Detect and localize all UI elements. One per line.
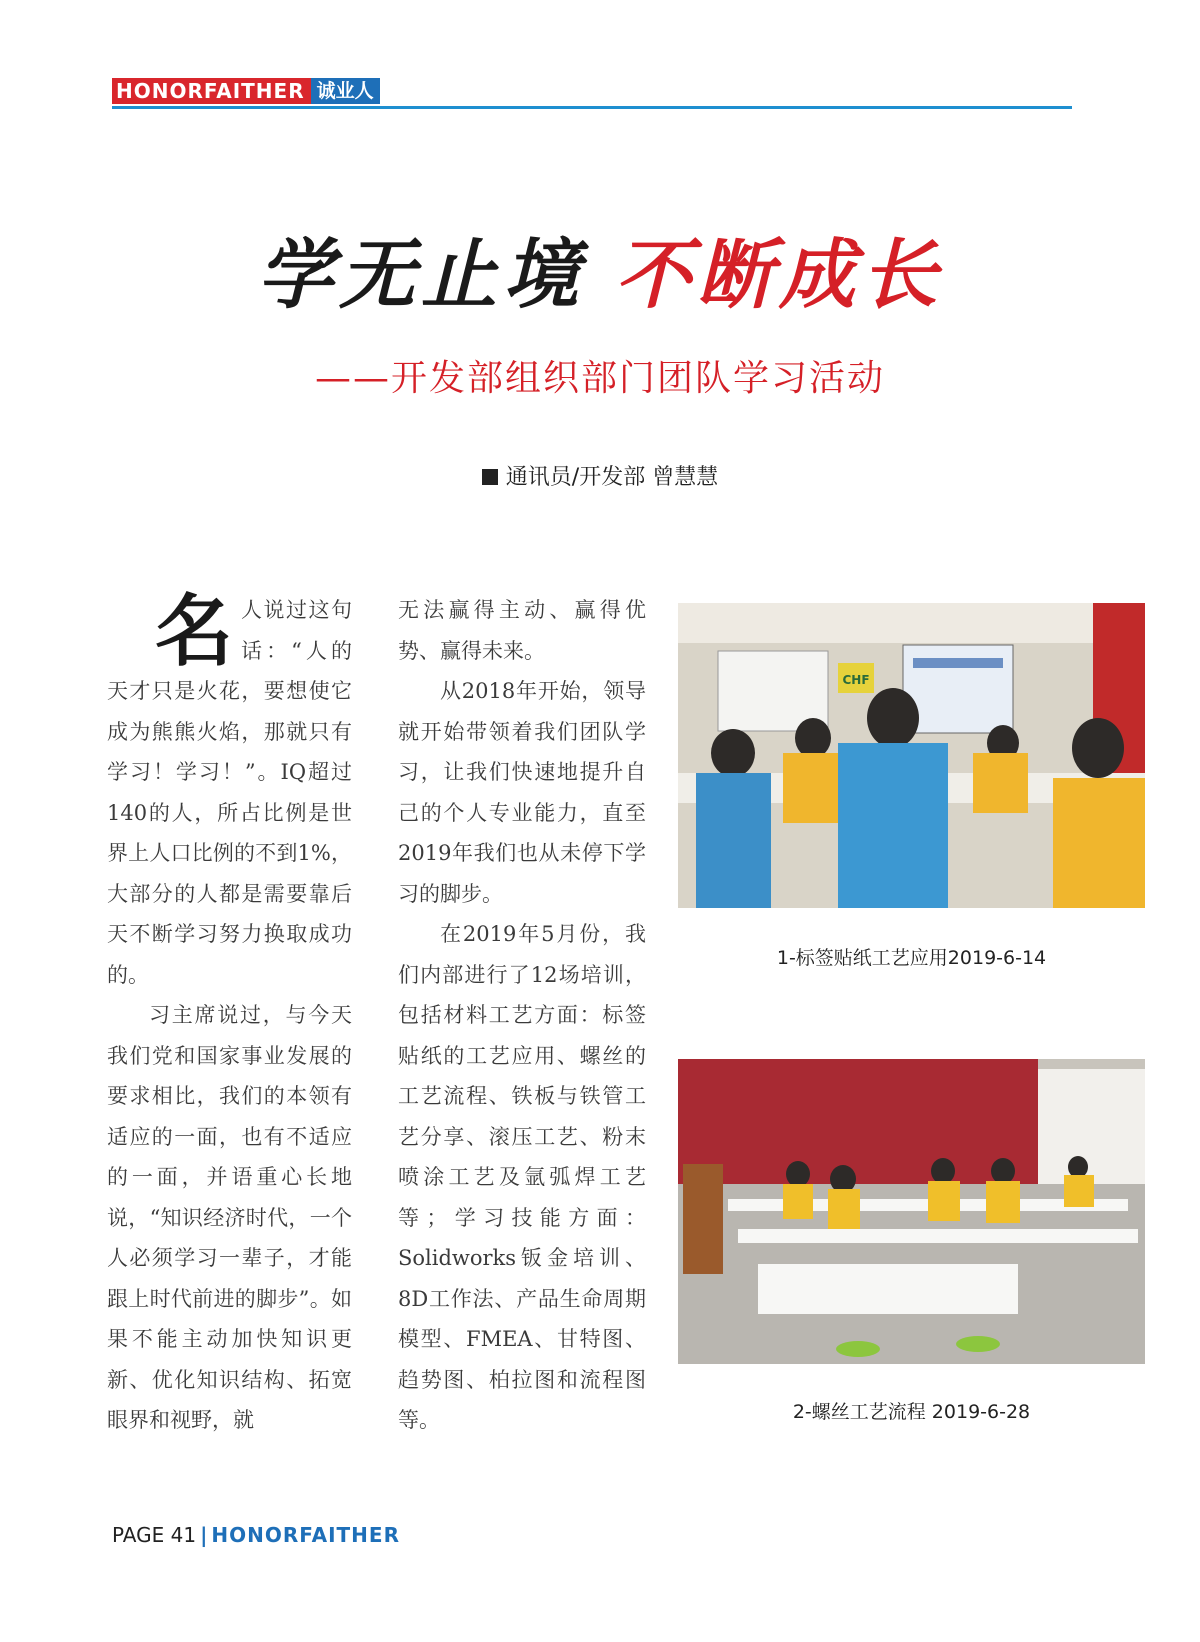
byline-square-icon xyxy=(482,469,498,485)
article-title xyxy=(0,225,1200,325)
photo-training-2 xyxy=(678,1059,1145,1364)
paragraph-1-text: 人说过这句话：“人的天才只是火花，要想使它成为熊熊火焰，那就只有学习！学习！”。IQ超过140的人，所占比例是世界上人口比例的不到1%，大部分的人都是需要靠后天不断学习努力换取成功的。 xyxy=(107,598,352,987)
paragraph-5: 在2019年5月份，我们内部进行了12场培训，包括材料工艺方面：标签贴纸的工艺应用、螺丝的工艺流程、铁板与铁管工艺分享、滚压工艺、粉末喷涂工艺及氩弧焊工艺等；学习技能方面：Solidworks钣金培训、8D工作法、产品生命周期模型、FMEA、甘特图、趋势图、柏拉图和流程图等。 xyxy=(398,922,646,1432)
paragraph-1 xyxy=(107,587,352,995)
byline-text: 通讯员/开发部 曾慧慧 xyxy=(505,465,719,490)
header-brand: HONORFAITHER xyxy=(112,78,311,104)
photo-caption-1: 1-标签贴纸工艺应用2019-6-14 xyxy=(776,947,1047,969)
header-rule xyxy=(112,106,1072,109)
header-logo xyxy=(112,78,380,104)
drop-cap: 名 xyxy=(155,587,234,677)
title-part-2: 不断成长 xyxy=(615,230,943,319)
photo-training-1 xyxy=(678,603,1145,908)
page-number: PAGE 41 xyxy=(112,1523,197,1547)
footer-separator: | xyxy=(200,1523,208,1547)
photo-caption-2: 2-螺丝工艺流程 2019-6-28 xyxy=(792,1401,1031,1423)
article-column-1 xyxy=(107,587,352,1441)
byline xyxy=(0,460,1200,491)
page-header xyxy=(112,78,1072,112)
paragraph-3: 无法赢得主动、赢得优势、赢得未来。 xyxy=(398,598,646,663)
article-column-2 xyxy=(398,590,646,1441)
footer-brand: HONORFAITHER xyxy=(211,1523,400,1547)
page-footer xyxy=(112,1523,400,1547)
screen-logo-text: CHF xyxy=(842,673,870,687)
paragraph-2: 习主席说过，与今天我们党和国家事业发展的要求相比，我们的本领有适应的一面，也有不适应的一面，并语重心长地说，“知识经济时代，一个人必须学习一辈子，才能跟上时代前进的脚步”。如果不能主动加快知识更新、优化知识结构、拓宽眼界和视野，就 xyxy=(107,1003,352,1432)
paragraph-4: 从2018年开始，领导就开始带领着我们团队学习，让我们快速地提升自己的个人专业能力，直至2019年我们也从未停下学习的脚步。 xyxy=(398,679,646,906)
header-cn-label: 诚业人 xyxy=(311,78,380,104)
article-subtitle: ——开发部组织部门团队学习活动 xyxy=(314,358,885,399)
title-part-1: 学无止境 xyxy=(257,230,585,319)
